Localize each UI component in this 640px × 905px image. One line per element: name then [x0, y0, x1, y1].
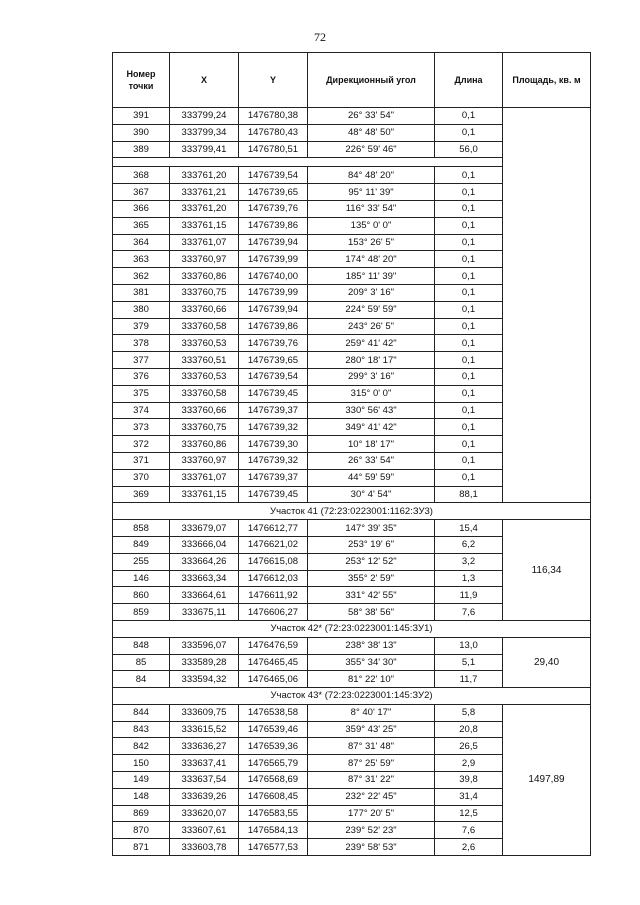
- y-coordinate: 1476739,99: [239, 251, 308, 268]
- segment-length: 0,1: [435, 301, 503, 318]
- y-coordinate: 1476612,03: [239, 570, 308, 587]
- direction-angle: 253° 12' 52": [308, 553, 435, 570]
- x-coordinate: 333761,20: [170, 200, 239, 217]
- y-coordinate: 1476612,77: [239, 520, 308, 537]
- point-number: 370: [113, 469, 170, 486]
- segment-length: 88,1: [435, 486, 503, 503]
- x-coordinate: 333761,21: [170, 184, 239, 201]
- x-coordinate: 333664,26: [170, 553, 239, 570]
- x-coordinate: 333761,15: [170, 486, 239, 503]
- direction-angle: 253° 19' 6": [308, 536, 435, 553]
- point-number: 869: [113, 805, 170, 822]
- segment-length: 0,1: [435, 167, 503, 184]
- segment-length: 1,3: [435, 570, 503, 587]
- y-coordinate: 1476611,92: [239, 587, 308, 604]
- segment-length: 0,1: [435, 284, 503, 301]
- direction-angle: 81° 22' 10": [308, 671, 435, 688]
- y-coordinate: 1476606,27: [239, 604, 308, 621]
- segment-length: 0,1: [435, 234, 503, 251]
- segment-length: 0,1: [435, 335, 503, 352]
- x-coordinate: 333607,61: [170, 822, 239, 839]
- header-angle: Дирекционный угол: [308, 53, 435, 108]
- x-coordinate: 333603,78: [170, 839, 239, 856]
- segment-length: 0,1: [435, 124, 503, 141]
- segment-length: 2,9: [435, 755, 503, 772]
- x-coordinate: 333615,52: [170, 721, 239, 738]
- segment-length: 0,1: [435, 452, 503, 469]
- coordinates-table: [112, 52, 591, 856]
- x-coordinate: 333639,26: [170, 788, 239, 805]
- y-coordinate: 1476584,13: [239, 822, 308, 839]
- direction-angle: 87° 31' 48": [308, 738, 435, 755]
- section-title: Участок 41 (72:23:0223001:1162:ЗУ3): [113, 503, 591, 520]
- x-coordinate: 333637,41: [170, 755, 239, 772]
- point-number: 842: [113, 738, 170, 755]
- header-point: Номер точки: [113, 53, 170, 108]
- segment-length: 11,9: [435, 587, 503, 604]
- segment-length: 2,6: [435, 839, 503, 856]
- x-coordinate: 333799,41: [170, 141, 239, 158]
- x-coordinate: 333589,28: [170, 654, 239, 671]
- x-coordinate: 333760,58: [170, 385, 239, 402]
- direction-angle: 349° 41' 42": [308, 419, 435, 436]
- x-coordinate: 333760,66: [170, 301, 239, 318]
- direction-angle: 84° 48' 20": [308, 167, 435, 184]
- segment-length: 0,1: [435, 217, 503, 234]
- y-coordinate: 1476739,32: [239, 419, 308, 436]
- y-coordinate: 1476780,43: [239, 124, 308, 141]
- segment-length: 7,6: [435, 822, 503, 839]
- point-number: 389: [113, 141, 170, 158]
- direction-angle: 87° 25' 59": [308, 755, 435, 772]
- segment-length: 6,2: [435, 536, 503, 553]
- point-number: 870: [113, 822, 170, 839]
- y-coordinate: 1476583,55: [239, 805, 308, 822]
- area-cell: 1497,89: [503, 704, 591, 855]
- direction-angle: 239° 52' 23": [308, 822, 435, 839]
- y-coordinate: 1476476,59: [239, 637, 308, 654]
- segment-length: 7,6: [435, 604, 503, 621]
- point-number: 860: [113, 587, 170, 604]
- header-x: X: [170, 53, 239, 108]
- y-coordinate: 1476739,65: [239, 184, 308, 201]
- segment-length: 5,1: [435, 654, 503, 671]
- x-coordinate: 333760,86: [170, 436, 239, 453]
- y-coordinate: 1476565,79: [239, 755, 308, 772]
- segment-length: 26,5: [435, 738, 503, 755]
- segment-length: 20,8: [435, 721, 503, 738]
- segment-length: 13,0: [435, 637, 503, 654]
- direction-angle: 30° 4' 54": [308, 486, 435, 503]
- direction-angle: 135° 0' 0": [308, 217, 435, 234]
- x-coordinate: 333636,27: [170, 738, 239, 755]
- direction-angle: 44° 59' 59": [308, 469, 435, 486]
- y-coordinate: 1476739,86: [239, 217, 308, 234]
- x-coordinate: 333596,07: [170, 637, 239, 654]
- point-number: 849: [113, 536, 170, 553]
- segment-length: 0,1: [435, 200, 503, 217]
- point-number: 255: [113, 553, 170, 570]
- segment-length: 12,5: [435, 805, 503, 822]
- direction-angle: 26° 33' 54": [308, 452, 435, 469]
- area-cell: 116,34: [503, 520, 591, 621]
- table-row: [113, 637, 591, 654]
- area-cell: [503, 108, 591, 503]
- section-title-row: [113, 503, 591, 520]
- y-coordinate: 1476539,46: [239, 721, 308, 738]
- y-coordinate: 1476739,76: [239, 335, 308, 352]
- y-coordinate: 1476739,86: [239, 318, 308, 335]
- x-coordinate: 333664,61: [170, 587, 239, 604]
- point-number: 375: [113, 385, 170, 402]
- point-number: 369: [113, 486, 170, 503]
- point-number: 372: [113, 436, 170, 453]
- x-coordinate: 333760,53: [170, 335, 239, 352]
- point-number: 376: [113, 368, 170, 385]
- point-number: 390: [113, 124, 170, 141]
- x-coordinate: 333760,97: [170, 251, 239, 268]
- direction-angle: 315° 0' 0": [308, 385, 435, 402]
- segment-length: 0,1: [435, 436, 503, 453]
- y-coordinate: 1476465,06: [239, 671, 308, 688]
- table-body: [113, 108, 591, 856]
- point-number: 378: [113, 335, 170, 352]
- header-area: Площадь, кв. м: [503, 53, 591, 108]
- point-number: 391: [113, 108, 170, 125]
- point-number: 859: [113, 604, 170, 621]
- direction-angle: 232° 22' 45": [308, 788, 435, 805]
- page-number: 72: [314, 30, 326, 44]
- y-coordinate: 1476739,45: [239, 385, 308, 402]
- y-coordinate: 1476615,08: [239, 553, 308, 570]
- segment-length: 39,8: [435, 772, 503, 789]
- x-coordinate: 333761,20: [170, 167, 239, 184]
- x-coordinate: 333620,07: [170, 805, 239, 822]
- direction-angle: 224° 59' 59": [308, 301, 435, 318]
- x-coordinate: 333609,75: [170, 704, 239, 721]
- header-y: Y: [239, 53, 308, 108]
- point-number: 371: [113, 452, 170, 469]
- direction-angle: 147° 39' 35": [308, 520, 435, 537]
- x-coordinate: 333594,32: [170, 671, 239, 688]
- y-coordinate: 1476740,00: [239, 268, 308, 285]
- direction-angle: 355° 34' 30": [308, 654, 435, 671]
- point-number: 366: [113, 200, 170, 217]
- point-number: 374: [113, 402, 170, 419]
- direction-angle: 153° 26' 5": [308, 234, 435, 251]
- x-coordinate: 333666,04: [170, 536, 239, 553]
- direction-angle: 177° 20' 5": [308, 805, 435, 822]
- direction-angle: 359° 43' 25": [308, 721, 435, 738]
- direction-angle: 299° 3' 16": [308, 368, 435, 385]
- section-title: Участок 42* (72:23:0223001:145:ЗУ1): [113, 620, 591, 637]
- y-coordinate: 1476739,30: [239, 436, 308, 453]
- section-title-row: [113, 620, 591, 637]
- x-coordinate: 333760,53: [170, 368, 239, 385]
- point-number: 150: [113, 755, 170, 772]
- y-coordinate: 1476780,51: [239, 141, 308, 158]
- y-coordinate: 1476568,69: [239, 772, 308, 789]
- table-row: [113, 108, 591, 125]
- spacer-cell: [113, 158, 503, 167]
- table-row: [113, 704, 591, 721]
- x-coordinate: 333761,07: [170, 469, 239, 486]
- segment-length: 0,1: [435, 402, 503, 419]
- direction-angle: 243° 26' 5": [308, 318, 435, 335]
- direction-angle: 330° 56' 43": [308, 402, 435, 419]
- direction-angle: 26° 33' 54": [308, 108, 435, 125]
- direction-angle: 87° 31' 22": [308, 772, 435, 789]
- direction-angle: 259° 41' 42": [308, 335, 435, 352]
- direction-angle: 355° 2' 59": [308, 570, 435, 587]
- direction-angle: 239° 58' 53": [308, 839, 435, 856]
- y-coordinate: 1476621,02: [239, 536, 308, 553]
- direction-angle: 280° 18' 17": [308, 352, 435, 369]
- x-coordinate: 333760,75: [170, 419, 239, 436]
- x-coordinate: 333760,51: [170, 352, 239, 369]
- point-number: 364: [113, 234, 170, 251]
- direction-angle: 331° 42' 55": [308, 587, 435, 604]
- point-number: 843: [113, 721, 170, 738]
- header-row: [113, 53, 591, 108]
- y-coordinate: 1476739,54: [239, 368, 308, 385]
- segment-length: 15,4: [435, 520, 503, 537]
- segment-length: 0,1: [435, 318, 503, 335]
- y-coordinate: 1476577,53: [239, 839, 308, 856]
- point-number: 844: [113, 704, 170, 721]
- section-title-row: [113, 688, 591, 705]
- y-coordinate: 1476739,32: [239, 452, 308, 469]
- y-coordinate: 1476739,54: [239, 167, 308, 184]
- point-number: 148: [113, 788, 170, 805]
- direction-angle: 185° 11' 39": [308, 268, 435, 285]
- segment-length: 0,1: [435, 251, 503, 268]
- y-coordinate: 1476780,38: [239, 108, 308, 125]
- y-coordinate: 1476538,58: [239, 704, 308, 721]
- y-coordinate: 1476539,36: [239, 738, 308, 755]
- section-title: Участок 43* (72:23:0223001:145:ЗУ2): [113, 688, 591, 705]
- direction-angle: 58° 38' 56": [308, 604, 435, 621]
- table-row: [113, 520, 591, 537]
- x-coordinate: 333760,86: [170, 268, 239, 285]
- x-coordinate: 333679,07: [170, 520, 239, 537]
- direction-angle: 10° 18' 17": [308, 436, 435, 453]
- point-number: 368: [113, 167, 170, 184]
- point-number: 85: [113, 654, 170, 671]
- direction-angle: 226° 59' 46": [308, 141, 435, 158]
- direction-angle: 8° 40' 17": [308, 704, 435, 721]
- segment-length: 0,1: [435, 385, 503, 402]
- point-number: 363: [113, 251, 170, 268]
- point-number: 848: [113, 637, 170, 654]
- y-coordinate: 1476739,76: [239, 200, 308, 217]
- direction-angle: 116° 33' 54": [308, 200, 435, 217]
- x-coordinate: 333675,11: [170, 604, 239, 621]
- direction-angle: 238° 38' 13": [308, 637, 435, 654]
- direction-angle: 48° 48' 50": [308, 124, 435, 141]
- point-number: 146: [113, 570, 170, 587]
- x-coordinate: 333761,07: [170, 234, 239, 251]
- segment-length: 0,1: [435, 419, 503, 436]
- point-number: 381: [113, 284, 170, 301]
- point-number: 377: [113, 352, 170, 369]
- point-number: 380: [113, 301, 170, 318]
- point-number: 149: [113, 772, 170, 789]
- segment-length: 11,7: [435, 671, 503, 688]
- y-coordinate: 1476739,65: [239, 352, 308, 369]
- x-coordinate: 333760,58: [170, 318, 239, 335]
- y-coordinate: 1476465,45: [239, 654, 308, 671]
- x-coordinate: 333637,54: [170, 772, 239, 789]
- segment-length: 0,1: [435, 469, 503, 486]
- point-number: 379: [113, 318, 170, 335]
- segment-length: 3,2: [435, 553, 503, 570]
- y-coordinate: 1476608,45: [239, 788, 308, 805]
- x-coordinate: 333799,24: [170, 108, 239, 125]
- segment-length: 31,4: [435, 788, 503, 805]
- point-number: 367: [113, 184, 170, 201]
- point-number: 858: [113, 520, 170, 537]
- direction-angle: 95° 11' 39": [308, 184, 435, 201]
- point-number: 84: [113, 671, 170, 688]
- segment-length: 0,1: [435, 108, 503, 125]
- segment-length: 0,1: [435, 268, 503, 285]
- segment-length: 0,1: [435, 352, 503, 369]
- y-coordinate: 1476739,37: [239, 469, 308, 486]
- y-coordinate: 1476739,94: [239, 301, 308, 318]
- x-coordinate: 333663,34: [170, 570, 239, 587]
- x-coordinate: 333760,66: [170, 402, 239, 419]
- point-number: 362: [113, 268, 170, 285]
- segment-length: 5,8: [435, 704, 503, 721]
- direction-angle: 174° 48' 20": [308, 251, 435, 268]
- point-number: 373: [113, 419, 170, 436]
- point-number: 871: [113, 839, 170, 856]
- point-number: 365: [113, 217, 170, 234]
- segment-length: 0,1: [435, 368, 503, 385]
- y-coordinate: 1476739,94: [239, 234, 308, 251]
- x-coordinate: 333760,97: [170, 452, 239, 469]
- x-coordinate: 333799,34: [170, 124, 239, 141]
- segment-length: 0,1: [435, 184, 503, 201]
- header-length: Длина: [435, 53, 503, 108]
- segment-length: 56,0: [435, 141, 503, 158]
- x-coordinate: 333760,75: [170, 284, 239, 301]
- direction-angle: 209° 3' 16": [308, 284, 435, 301]
- area-cell: 29,40: [503, 637, 591, 687]
- y-coordinate: 1476739,99: [239, 284, 308, 301]
- y-coordinate: 1476739,37: [239, 402, 308, 419]
- x-coordinate: 333761,15: [170, 217, 239, 234]
- y-coordinate: 1476739,45: [239, 486, 308, 503]
